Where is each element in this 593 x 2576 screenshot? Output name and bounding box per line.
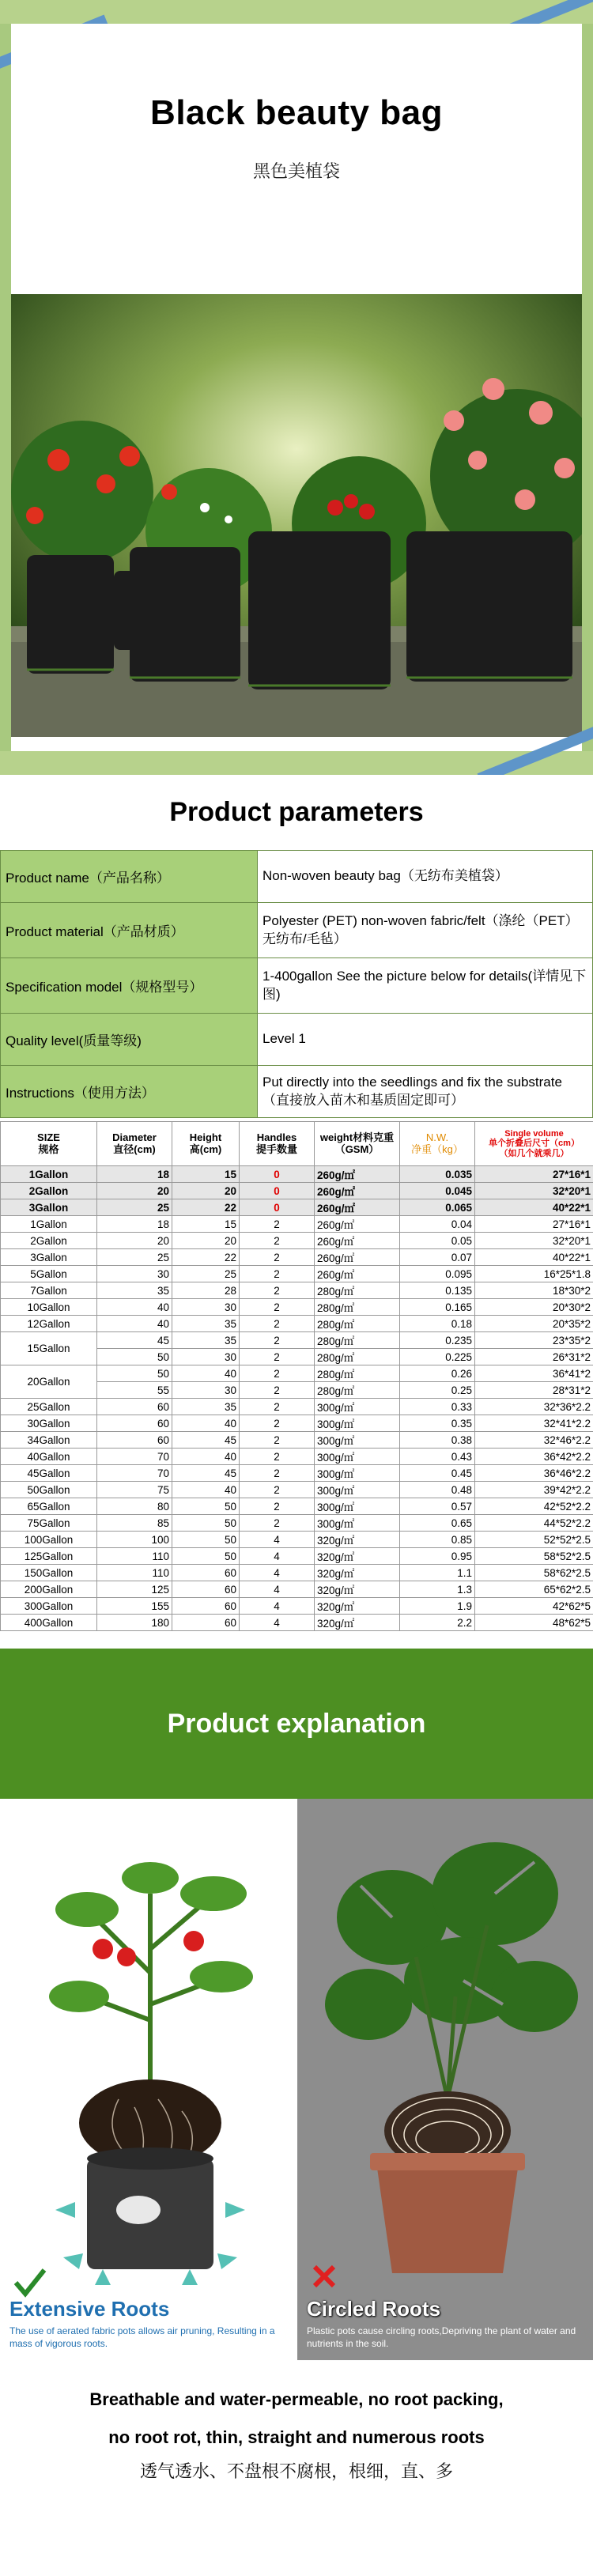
size-row xyxy=(1,1515,593,1532)
size-row xyxy=(1,1282,593,1299)
cell-volume: 39*42*2.2 xyxy=(475,1482,593,1498)
col-handles: Handles 提手数量 xyxy=(240,1122,315,1166)
size-row xyxy=(1,1233,593,1249)
cell-diameter: 155 xyxy=(97,1598,172,1615)
param-row xyxy=(1,903,593,958)
size-row xyxy=(1,1449,593,1465)
cell-handles: 2 xyxy=(240,1249,315,1266)
cell-height: 60 xyxy=(172,1565,240,1581)
cell-handles: 4 xyxy=(240,1581,315,1598)
cell-diameter: 30 xyxy=(97,1266,172,1282)
cell-nw: 0.165 xyxy=(400,1299,475,1316)
cell-volume: 36*42*2.2 xyxy=(475,1449,593,1465)
col-diameter: Diameter 直径(cm) xyxy=(97,1122,172,1166)
cell-handles: 2 xyxy=(240,1332,315,1349)
cell-gsm: 320g/㎡ xyxy=(315,1598,400,1615)
cell-gsm: 260g/㎡ xyxy=(315,1266,400,1282)
cell-gsm: 280g/㎡ xyxy=(315,1332,400,1349)
param-value: Polyester (PET) non-woven fabric/felt（涤纶（PET）无纺布/毛毡） xyxy=(258,903,593,958)
cell-nw: 1.9 xyxy=(400,1598,475,1615)
page-title: Black beauty bag xyxy=(150,93,443,132)
cell-height: 35 xyxy=(172,1399,240,1415)
cell-handles: 2 xyxy=(240,1216,315,1233)
param-key: Specification model（规格型号） xyxy=(1,958,258,1014)
cell-diameter: 25 xyxy=(97,1199,172,1216)
cell-nw: 0.85 xyxy=(400,1532,475,1548)
cell-height: 20 xyxy=(172,1183,240,1199)
hero-banner xyxy=(0,0,593,775)
cell-diameter: 60 xyxy=(97,1399,172,1415)
cell-volume: 65*62*2.5 xyxy=(475,1581,593,1598)
cell-height: 28 xyxy=(172,1282,240,1299)
cell-size: 34Gallon xyxy=(1,1432,97,1449)
cell-size: 45Gallon xyxy=(1,1465,97,1482)
cell-height: 22 xyxy=(172,1249,240,1266)
cell-diameter: 50 xyxy=(97,1349,172,1365)
cell-height: 60 xyxy=(172,1581,240,1598)
col-net-weight: N.W. 净重（kg） xyxy=(400,1122,475,1166)
size-table-header xyxy=(1,1122,593,1166)
size-row xyxy=(1,1498,593,1515)
size-row xyxy=(1,1166,593,1183)
cell-handles: 2 xyxy=(240,1399,315,1415)
cell-handles: 2 xyxy=(240,1299,315,1316)
cell-diameter: 100 xyxy=(97,1532,172,1548)
size-row xyxy=(1,1249,593,1266)
cell-handles: 0 xyxy=(240,1183,315,1199)
cell-volume: 27*16*1 xyxy=(475,1166,593,1183)
cell-handles: 2 xyxy=(240,1266,315,1282)
cell-height: 22 xyxy=(172,1199,240,1216)
cell-diameter: 20 xyxy=(97,1233,172,1249)
cell-volume: 42*52*2.2 xyxy=(475,1498,593,1515)
cell-diameter: 55 xyxy=(97,1382,172,1399)
cell-size: 15Gallon xyxy=(1,1332,97,1365)
cell-height: 60 xyxy=(172,1598,240,1615)
param-key: Product name（产品名称） xyxy=(1,851,258,903)
cell-diameter: 40 xyxy=(97,1299,172,1316)
cell-size: 65Gallon xyxy=(1,1498,97,1515)
size-row xyxy=(1,1482,593,1498)
cell-nw: 0.095 xyxy=(400,1266,475,1282)
cell-nw: 0.33 xyxy=(400,1399,475,1415)
col-size: SIZE 规格 xyxy=(1,1122,97,1166)
cell-size: 10Gallon xyxy=(1,1299,97,1316)
cell-gsm: 280g/㎡ xyxy=(315,1299,400,1316)
circled-roots-label: Circled Roots xyxy=(307,2297,441,2321)
cell-nw: 0.38 xyxy=(400,1432,475,1449)
cell-volume: 28*31*2 xyxy=(475,1382,593,1399)
cell-nw: 0.65 xyxy=(400,1515,475,1532)
parameters-heading: Product parameters xyxy=(0,775,593,850)
param-row xyxy=(1,1066,593,1118)
param-key: Product material（产品材质） xyxy=(1,903,258,958)
cell-gsm: 280g/㎡ xyxy=(315,1365,400,1382)
cell-nw: 0.95 xyxy=(400,1548,475,1565)
cell-height: 60 xyxy=(172,1615,240,1631)
cell-volume: 27*16*1 xyxy=(475,1216,593,1233)
cell-gsm: 280g/㎡ xyxy=(315,1349,400,1365)
size-row xyxy=(1,1216,593,1233)
cell-handles: 2 xyxy=(240,1515,315,1532)
size-table-body xyxy=(1,1166,593,1631)
cell-volume: 32*36*2.2 xyxy=(475,1399,593,1415)
cell-handles: 4 xyxy=(240,1565,315,1581)
cell-handles: 2 xyxy=(240,1282,315,1299)
cell-handles: 2 xyxy=(240,1415,315,1432)
cell-handles: 4 xyxy=(240,1598,315,1615)
cell-gsm: 300g/㎡ xyxy=(315,1515,400,1532)
circled-roots-panel xyxy=(297,1799,593,2360)
size-row xyxy=(1,1432,593,1449)
param-key: Quality level(质量等级) xyxy=(1,1014,258,1066)
size-row xyxy=(1,1299,593,1316)
cell-nw: 0.05 xyxy=(400,1233,475,1249)
size-row xyxy=(1,1415,593,1432)
cell-height: 45 xyxy=(172,1432,240,1449)
cell-volume: 20*35*2 xyxy=(475,1316,593,1332)
cell-diameter: 70 xyxy=(97,1449,172,1465)
cell-volume: 42*62*5 xyxy=(475,1598,593,1615)
cell-nw: 0.04 xyxy=(400,1216,475,1233)
cell-size: 3Gallon xyxy=(1,1249,97,1266)
cell-diameter: 40 xyxy=(97,1316,172,1332)
cell-volume: 36*41*2 xyxy=(475,1365,593,1382)
cell-gsm: 260g/㎡ xyxy=(315,1233,400,1249)
size-row xyxy=(1,1548,593,1565)
parameters-table xyxy=(0,850,593,1118)
cell-gsm: 260g/㎡ xyxy=(315,1199,400,1216)
cell-gsm: 320g/㎡ xyxy=(315,1565,400,1581)
size-row xyxy=(1,1399,593,1415)
param-value: Level 1 xyxy=(258,1014,593,1066)
cell-handles: 2 xyxy=(240,1498,315,1515)
size-table xyxy=(0,1121,593,1631)
param-value: Non-woven beauty bag（无纺布美植袋） xyxy=(258,851,593,903)
cell-nw: 0.18 xyxy=(400,1316,475,1332)
cell-nw: 0.065 xyxy=(400,1199,475,1216)
cell-size: 40Gallon xyxy=(1,1449,97,1465)
cell-volume: 48*62*5 xyxy=(475,1615,593,1631)
cell-height: 40 xyxy=(172,1482,240,1498)
cell-volume: 32*41*2.2 xyxy=(475,1415,593,1432)
cell-height: 50 xyxy=(172,1498,240,1515)
size-row xyxy=(1,1316,593,1332)
cell-nw: 2.2 xyxy=(400,1615,475,1631)
cell-gsm: 300g/㎡ xyxy=(315,1415,400,1432)
col-weight: weight材料克重 （GSM） xyxy=(315,1122,400,1166)
param-value: Put directly into the seedlings and fix the substrate（直接放入苗木和基质固定即可） xyxy=(258,1066,593,1118)
cell-diameter: 35 xyxy=(97,1282,172,1299)
cell-size: 125Gallon xyxy=(1,1548,97,1565)
cell-gsm: 260g/㎡ xyxy=(315,1166,400,1183)
cell-gsm: 300g/㎡ xyxy=(315,1432,400,1449)
size-row xyxy=(1,1532,593,1548)
cell-height: 45 xyxy=(172,1465,240,1482)
fabric-pot-illustration xyxy=(0,1799,296,2360)
cell-size: 2Gallon xyxy=(1,1183,97,1199)
size-row xyxy=(1,1183,593,1199)
cell-size: 75Gallon xyxy=(1,1515,97,1532)
size-row xyxy=(1,1365,593,1382)
cell-diameter: 85 xyxy=(97,1515,172,1532)
cell-nw: 0.235 xyxy=(400,1332,475,1349)
param-row xyxy=(1,1014,593,1066)
cell-size: 12Gallon xyxy=(1,1316,97,1332)
cell-gsm: 280g/㎡ xyxy=(315,1282,400,1299)
closing-statement xyxy=(0,2360,593,2488)
cell-nw: 0.135 xyxy=(400,1282,475,1299)
cell-nw: 0.07 xyxy=(400,1249,475,1266)
cell-diameter: 18 xyxy=(97,1216,172,1233)
cell-diameter: 125 xyxy=(97,1581,172,1598)
cell-size: 25Gallon xyxy=(1,1399,97,1415)
cell-volume: 26*31*2 xyxy=(475,1349,593,1365)
cell-gsm: 320g/㎡ xyxy=(315,1548,400,1565)
cell-handles: 4 xyxy=(240,1532,315,1548)
cell-diameter: 60 xyxy=(97,1415,172,1432)
cell-nw: 1.3 xyxy=(400,1581,475,1598)
cell-diameter: 45 xyxy=(97,1332,172,1349)
cell-diameter: 18 xyxy=(97,1166,172,1183)
cell-height: 50 xyxy=(172,1532,240,1548)
cell-handles: 2 xyxy=(240,1316,315,1332)
cell-height: 20 xyxy=(172,1233,240,1249)
cell-nw: 0.35 xyxy=(400,1415,475,1432)
cell-height: 30 xyxy=(172,1299,240,1316)
col-volume: Single volume 单个折叠后尺寸（cm） （如几个就乘几） xyxy=(475,1122,593,1166)
cell-diameter: 75 xyxy=(97,1482,172,1498)
cell-nw: 1.1 xyxy=(400,1565,475,1581)
param-key: Instructions（使用方法） xyxy=(1,1066,258,1118)
cell-height: 40 xyxy=(172,1449,240,1465)
cell-nw: 0.035 xyxy=(400,1166,475,1183)
cell-gsm: 300g/㎡ xyxy=(315,1482,400,1498)
cell-gsm: 320g/㎡ xyxy=(315,1615,400,1631)
cell-gsm: 300g/㎡ xyxy=(315,1399,400,1415)
cell-volume: 36*46*2.2 xyxy=(475,1465,593,1482)
cell-volume: 58*62*2.5 xyxy=(475,1565,593,1581)
param-row xyxy=(1,958,593,1014)
plastic-pot-illustration xyxy=(297,1799,593,2360)
cell-nw: 0.25 xyxy=(400,1382,475,1399)
cell-handles: 4 xyxy=(240,1615,315,1631)
extensive-roots-label: Extensive Roots xyxy=(9,2297,170,2321)
cell-diameter: 80 xyxy=(97,1498,172,1515)
cell-nw: 0.43 xyxy=(400,1449,475,1465)
cell-handles: 0 xyxy=(240,1166,315,1183)
cell-size: 1Gallon xyxy=(1,1166,97,1183)
cell-size: 50Gallon xyxy=(1,1482,97,1498)
hero-photo xyxy=(11,294,582,737)
cell-volume: 20*30*2 xyxy=(475,1299,593,1316)
cell-volume: 23*35*2 xyxy=(475,1332,593,1349)
cell-height: 40 xyxy=(172,1415,240,1432)
cell-gsm: 260g/㎡ xyxy=(315,1183,400,1199)
size-row xyxy=(1,1332,593,1349)
cell-height: 30 xyxy=(172,1349,240,1365)
size-row xyxy=(1,1615,593,1631)
cell-gsm: 320g/㎡ xyxy=(315,1581,400,1598)
cell-gsm: 260g/㎡ xyxy=(315,1249,400,1266)
cell-volume: 32*20*1 xyxy=(475,1183,593,1199)
cell-diameter: 20 xyxy=(97,1183,172,1199)
cell-height: 35 xyxy=(172,1332,240,1349)
cell-gsm: 300g/㎡ xyxy=(315,1498,400,1515)
cell-handles: 2 xyxy=(240,1349,315,1365)
cell-height: 35 xyxy=(172,1316,240,1332)
cell-volume: 32*20*1 xyxy=(475,1233,593,1249)
cell-volume: 44*52*2.2 xyxy=(475,1515,593,1532)
cell-size: 200Gallon xyxy=(1,1581,97,1598)
cell-height: 50 xyxy=(172,1515,240,1532)
cell-volume: 52*52*2.5 xyxy=(475,1532,593,1548)
cell-height: 40 xyxy=(172,1365,240,1382)
extensive-roots-panel xyxy=(0,1799,296,2360)
cell-handles: 2 xyxy=(240,1432,315,1449)
cell-diameter: 110 xyxy=(97,1548,172,1565)
size-row xyxy=(1,1598,593,1615)
circled-roots-caption: Plastic pots cause circling roots,Depriving the plant of water and nutrients in the soil. xyxy=(307,2325,576,2349)
cell-nw: 0.225 xyxy=(400,1349,475,1365)
cell-diameter: 25 xyxy=(97,1249,172,1266)
cell-nw: 0.26 xyxy=(400,1365,475,1382)
cell-nw: 0.57 xyxy=(400,1498,475,1515)
extensive-roots-caption: The use of aerated fabric pots allows air pruning, Resulting in a mass of vigorous roots. xyxy=(9,2325,275,2349)
closing-line-1: Breathable and water-permeable, no root packing, xyxy=(89,2389,504,2409)
cell-diameter: 70 xyxy=(97,1465,172,1482)
cell-height: 50 xyxy=(172,1548,240,1565)
cell-size: 5Gallon xyxy=(1,1266,97,1282)
cell-diameter: 50 xyxy=(97,1365,172,1382)
cell-handles: 2 xyxy=(240,1449,315,1465)
cell-size: 300Gallon xyxy=(1,1598,97,1615)
cell-nw: 0.45 xyxy=(400,1465,475,1482)
cell-volume: 32*46*2.2 xyxy=(475,1432,593,1449)
cell-size: 20Gallon xyxy=(1,1365,97,1399)
closing-line-3: 透气透水、不盘根不腐根，根细，直、多 xyxy=(139,2462,453,2482)
cell-size: 2Gallon xyxy=(1,1233,97,1249)
size-row xyxy=(1,1199,593,1216)
cell-diameter: 180 xyxy=(97,1615,172,1631)
cell-handles: 2 xyxy=(240,1365,315,1382)
cell-height: 25 xyxy=(172,1266,240,1282)
cell-handles: 2 xyxy=(240,1465,315,1482)
cell-size: 400Gallon xyxy=(1,1615,97,1631)
cell-size: 30Gallon xyxy=(1,1415,97,1432)
cell-gsm: 280g/㎡ xyxy=(315,1316,400,1332)
cell-gsm: 300g/㎡ xyxy=(315,1449,400,1465)
cell-gsm: 260g/㎡ xyxy=(315,1216,400,1233)
cell-size: 7Gallon xyxy=(1,1282,97,1299)
cell-volume: 40*22*1 xyxy=(475,1249,593,1266)
cell-handles: 2 xyxy=(240,1233,315,1249)
cell-gsm: 320g/㎡ xyxy=(315,1532,400,1548)
cell-gsm: 300g/㎡ xyxy=(315,1465,400,1482)
cell-height: 30 xyxy=(172,1382,240,1399)
cell-size: 3Gallon xyxy=(1,1199,97,1216)
cell-handles: 2 xyxy=(240,1382,315,1399)
col-height: Height 高(cm) xyxy=(172,1122,240,1166)
page-subtitle: 黑色美植袋 xyxy=(252,162,340,182)
cell-handles: 0 xyxy=(240,1199,315,1216)
cell-volume: 18*30*2 xyxy=(475,1282,593,1299)
cell-volume: 16*25*1.8 xyxy=(475,1266,593,1282)
cell-height: 15 xyxy=(172,1166,240,1183)
cell-size: 150Gallon xyxy=(1,1565,97,1581)
cell-diameter: 60 xyxy=(97,1432,172,1449)
size-row xyxy=(1,1266,593,1282)
explanation-heading: Product explanation xyxy=(0,1649,593,1799)
cell-size: 1Gallon xyxy=(1,1216,97,1233)
cell-volume: 40*22*1 xyxy=(475,1199,593,1216)
size-row xyxy=(1,1565,593,1581)
explanation-panels xyxy=(0,1799,593,2360)
cell-size: 100Gallon xyxy=(1,1532,97,1548)
cell-nw: 0.045 xyxy=(400,1183,475,1199)
cell-height: 15 xyxy=(172,1216,240,1233)
cell-handles: 2 xyxy=(240,1482,315,1498)
cell-diameter: 110 xyxy=(97,1565,172,1581)
cell-gsm: 280g/㎡ xyxy=(315,1382,400,1399)
closing-line-2: no root rot, thin, straight and numerous roots xyxy=(108,2427,485,2447)
cell-handles: 4 xyxy=(240,1548,315,1565)
cell-volume: 58*52*2.5 xyxy=(475,1548,593,1565)
cell-nw: 0.48 xyxy=(400,1482,475,1498)
param-row xyxy=(1,851,593,903)
param-value: 1-400gallon See the picture below for details(详情见下图) xyxy=(258,958,593,1014)
size-row xyxy=(1,1465,593,1482)
size-row xyxy=(1,1581,593,1598)
